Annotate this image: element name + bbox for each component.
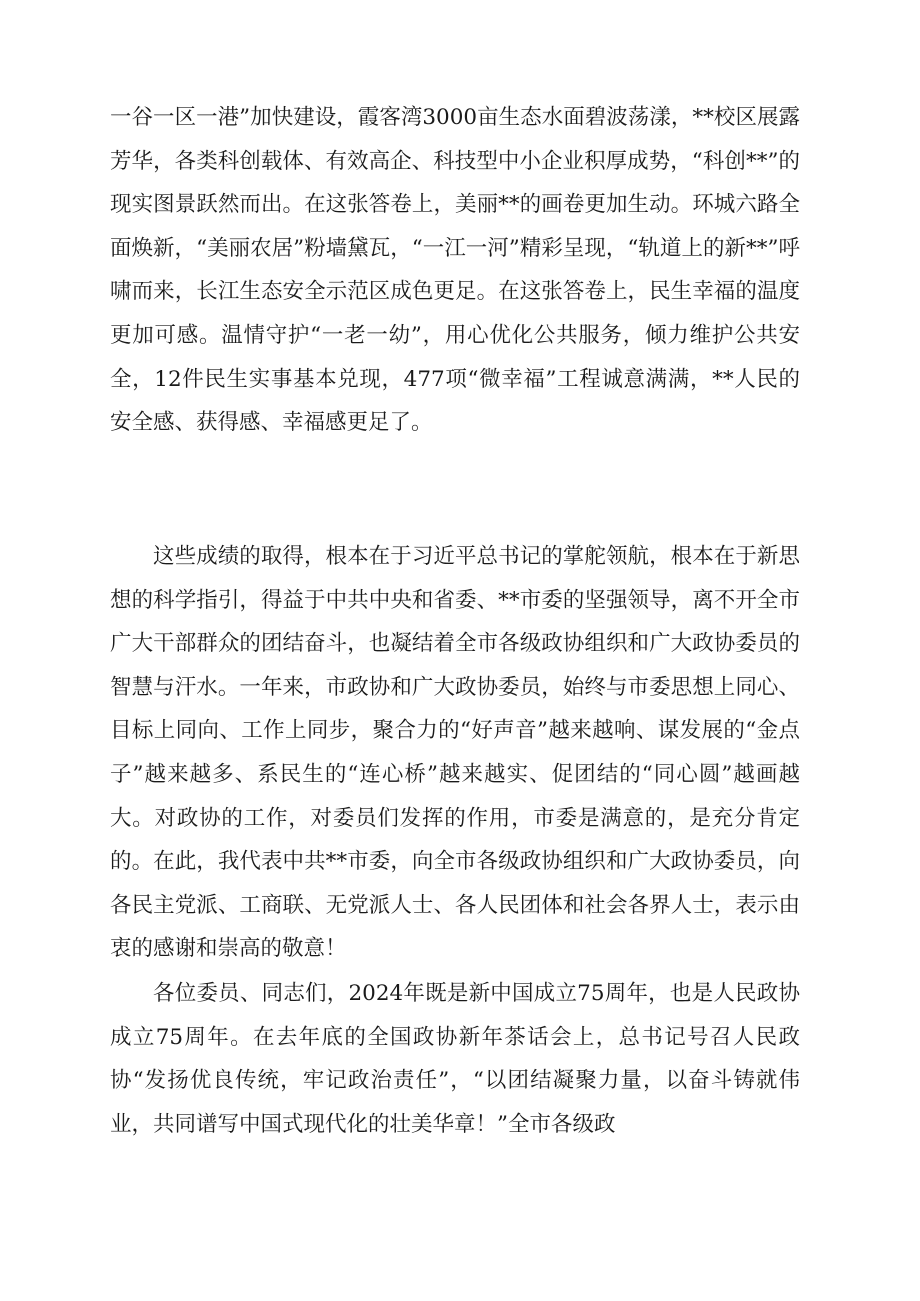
paragraph-3: 各位委员、同志们，2024年既是新中国成立75周年，也是人民政协成立75周年。在去年底的全国政协新年茶话会上，总书记号召人民政协“发扬优良传统，牢记政治责任”，“以团结凝聚力量，以奋斗铸就伟业，共同谱写中国式现代化的壮美华章！”全市各级政 xyxy=(110,981,800,1137)
paragraph-2: 这些成绩的取得，根本在于习近平总书记的掌舵领航，根本在于新思想的科学指引，得益于中共中央和省委、**市委的坚强领导，离不开全市广大干部群众的团结奋斗，也凝结着全市各级政协组织和广大政协委员的智慧与汗水。一年来，市政协和广大政协委员，始终与市委思想上同心、目标上同向、工作上同步，聚合力的“好声音”越来越响、谋发展的“金点子”越来越多、系民生的“连心桥”越来越实、促团结的“同心圆”越画越大。对政协的工作，对委员们发挥的作用，市委是满意的，是充分肯定的。在此，我代表中共**市委，向全市各级政协组织和广大政协委员，向各民主党派、工商联、无党派人士、各人民团体和社会各界人士，表示由衷的感谢和崇高的敬意！ xyxy=(110,544,800,962)
paragraph-1: 一谷一区一港”加快建设，霞客湾3000亩生态水面碧波荡漾，**校区展露芳华，各类科创载体、有效高企、科技型中小企业积厚成势，“科创**”的现实图景跃然而出。在这张答卷上，美丽**的画卷更加生动。环城六路全面焕新，“美丽农居”粉墙黛瓦，“一江一河”精彩呈现，“轨道上的新**”呼啸而来，长江生态安全示范区成色更足。在这张答卷上，民生幸福的温度更加可感。温情守护“一老一幼”，用心优化公共服务，倾力维护公共安全，12件民生实事基本兑现，477项“微幸福”工程诚意满满，**人民的安全感、获得感、幸福感更足了。 xyxy=(110,105,800,436)
